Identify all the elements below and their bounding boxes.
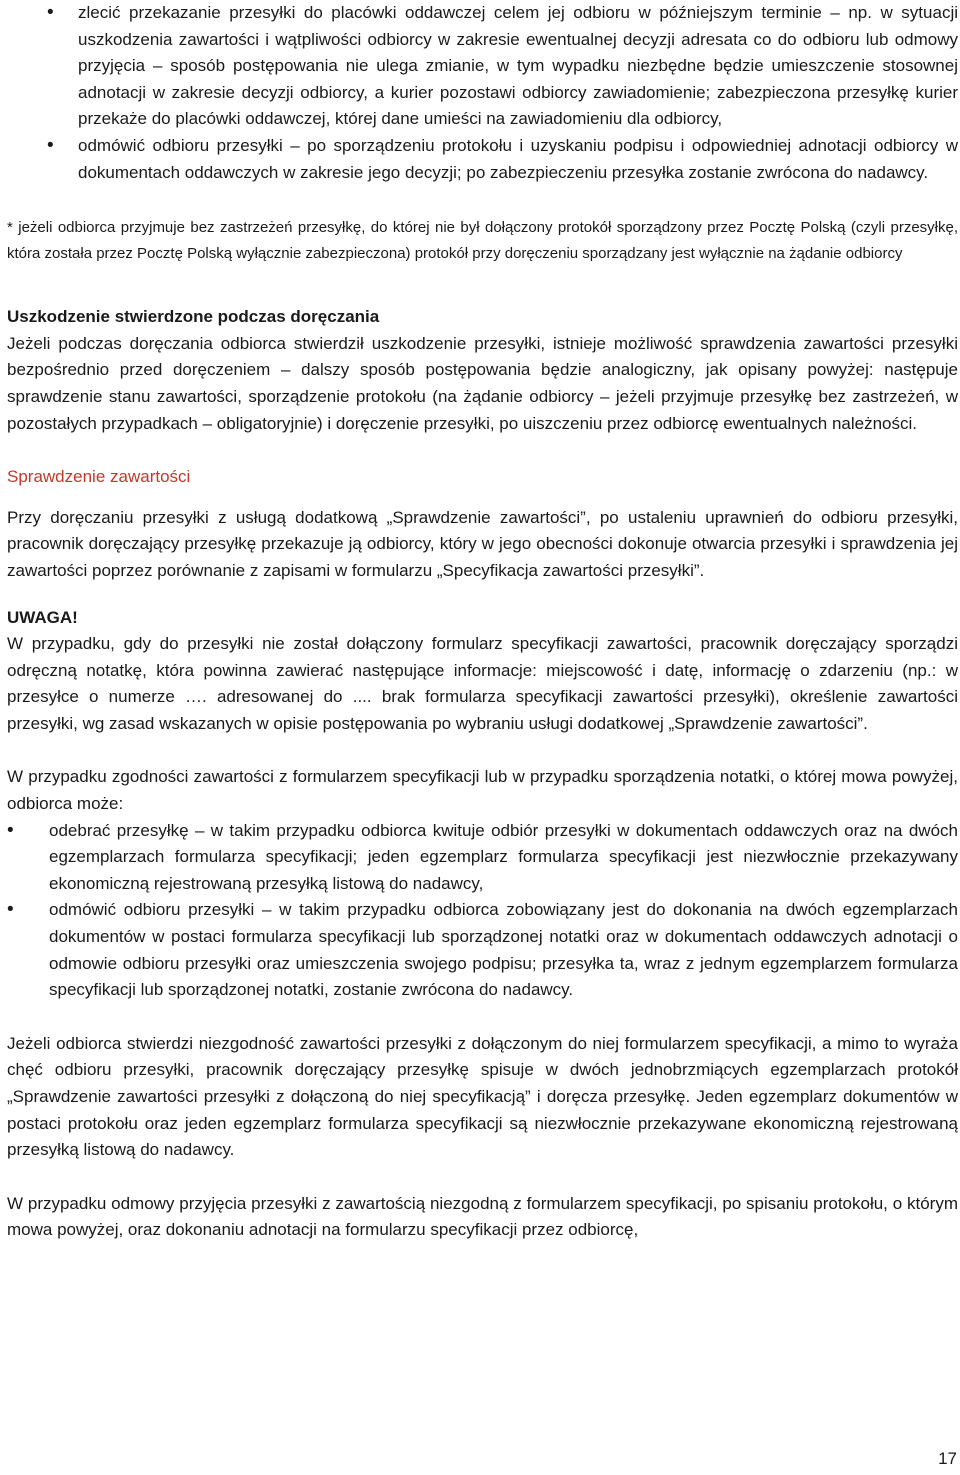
list-item: • odebrać przesyłkę – w takim przypadku odbiorca kwituje odbiór przesyłki w dokumentach oddawczych oraz na dwóch egzemplarzach formularza specyfikacji; jeden egzemplarz formularza specyfikacji jest niezwłocznie przekazywany ekonomiczną rejestrowaną przesyłką listową do nadawcy, [7, 818, 958, 898]
document-page [7, 0, 958, 1244]
footnote: * jeżeli odbiorca przyjmuje bez zastrzeżeń przesyłkę, do której nie był dołączony protokół sporządzony przez Pocztę Polską (czyli przesyłkę, która została przez Pocztę Polską wyłącznie zabezpieczona) protokół przy doręczeniu sporządzany jest wyłącznie na żądanie odbiorcy [7, 219, 958, 263]
section-text-content-check: Przy doręczaniu przesyłki z usługą dodatkową „Sprawdzenie zawartości”, po ustaleniu uprawnień do odbioru przesyłki, pracownik doręczający przesyłkę przekazuje ją odbiorcy, który w jego obecności dokonuje otwarcia przesyłki i sprawdzenia jej zawartości poprzez porównanie z zapisami w formularzu „Specyfikacja zawartości przesyłki”. [7, 507, 958, 580]
mismatch-paragraph: Jeżeli odbiorca stwierdzi niezgodność zawartości przesyłki z dołączonym do niej formularzem specyfikacji, a mimo to wyraża chęć odbioru przesyłki, pracownik doręczający przesyłkę spisuje w dwóch jednobrzmiących egzemplarzach protokół „Sprawdzenie zawartości przesyłki z dołączoną do niej specyfikacją” i doręcza przesyłkę. Jeden egzemplarz dokumentów w postaci protokołu oraz jeden egzemplarz formularza specyfikacji są niezwłocznie przekazywane ekonomiczną rejestrowaną przesyłką listową do nadawcy. [7, 1033, 958, 1160]
list-item: • zlecić przekazanie przesyłki do placówki oddawczej celem jej odbioru w późniejszym terminie – np. w sytuacji uszkodzenia zawartości i wątpliwości odbiorcy w zakresie ewentualnej decyzji adresata co do odbioru lub odmowy przyjęcia – sposób postępowania nie ulega zmianie, w tym wypadku niezbędne będzie umieszczenie stosownej adnotacji w zakresie decyzji odbiorcy, a kurier pozostawi odbiorcy zawiadomienie; zabezpieczona przesyłkę kurier przekaże do placówki oddawczej, której dane umieści na zawiadomieniu dla odbiorcy, [7, 0, 958, 133]
compliance-bullet-list [7, 818, 958, 1004]
page-number: 17 [938, 1449, 957, 1468]
warning-label: UWAGA! [7, 607, 78, 627]
warning-text: W przypadku, gdy do przesyłki nie został dołączony formularz specyfikacji zawartości, pracownik doręczający sporządzi odręczną notatkę, która powinna zawierać następujące informacje: miejscowość i datę, informację o zdarzeniu (np.: w przesyłce o numerze …. adresowanej do .... brak formularza specyfikacji zawartości przesyłki), określenie zawartości przesyłki, wg zasad wskazanych w opisie postępowania po wybraniu usługi dodatkowej „Sprawdzenie zawartości”. [7, 634, 958, 733]
top-bullet-list [7, 0, 958, 186]
refusal-paragraph: W przypadku odmowy przyjęcia przesyłki z zawartością niezgodną z formularzem specyfikacji, po spisaniu protokołu, o którym mowa powyżej, oraz dokonaniu adnotacji na formularzu specyfikacji przez odbiorcę, [7, 1193, 958, 1240]
section-heading-content-check: Sprawdzenie zawartości [7, 467, 191, 487]
list-item: • odmówić odbioru przesyłki – po sporządzeniu protokołu i uzyskaniu podpisu i odpowiedniej adnotacji odbiorcy w dokumentach oddawczych w zakresie jego decyzji; po zabezpieczeniu przesyłka zostanie zwrócona do nadawcy. [7, 133, 958, 186]
section-text-damage: Jeżeli podczas doręczania odbiorca stwierdził uszkodzenie przesyłki, istnieje możliwość sprawdzenia zawartości przesyłki bezpośrednio przed doręczeniem – dalszy sposób postępowania będzie analogiczny, jak opisany powyżej: następuje sprawdzenie stanu zawartości, sporządzenie protokołu (na żądanie odbiorcy – jeżeli przyjmuje przesyłkę bez zastrzeżeń, w pozostałych przypadkach – obligatoryjnie) i doręczenie przesyłki, po uiszczeniu przez odbiorcę ewentualnych należności. [7, 333, 958, 433]
compliance-intro: W przypadku zgodności zawartości z formularzem specyfikacji lub w przypadku sporządzenia notatki, o której mowa powyżej, odbiorca może: [7, 767, 958, 814]
list-item: • odmówić odbioru przesyłki – w takim przypadku odbiorca zobowiązany jest do dokonania na dwóch egzemplarzach dokumentów w postaci formularza specyfikacji lub sporządzonej notatki oraz w dokumentach oddawczych adnotacji o odmowie odbioru przesyłki oraz umieszczenia swojego podpisu; przesyłka ta, wraz z jednym egzemplarzem formularza specyfikacji lub sporządzonej notatki, zostanie zwrócona do nadawcy. [7, 897, 958, 1003]
section-heading-damage: Uszkodzenie stwierdzone podczas doręczania [7, 307, 380, 327]
